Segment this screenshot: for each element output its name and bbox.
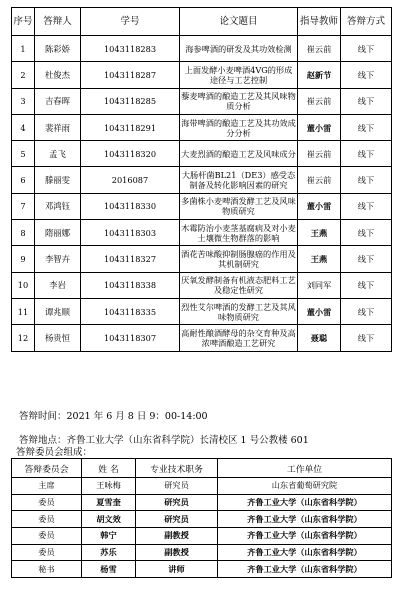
cell-name: 李智卉 [35,246,81,272]
cell-unit: 齐鲁工业大学（山东省科学院） [218,561,392,578]
cell-mode: 线下 [341,298,392,324]
cell-mode: 线下 [341,36,392,62]
defense-place: 答辩地点：齐鲁工业大学（山东省科学院）长清校区 1 号公教楼 601 [19,435,309,446]
cell-name: 杨贵恒 [35,325,81,351]
cell-student-id: 1043118338 [81,272,180,298]
cell-position: 讲师 [136,561,218,578]
cell-advisor: 赵新节 [298,62,341,88]
cell-thesis-title: 藜麦啤酒的酿造工艺及其风味物质分析 [180,88,298,114]
header-unit: 工作单位 [218,459,392,478]
cell-name: 谭兆顺 [35,298,81,324]
table-row [12,272,392,298]
header-mode: 答辩方式 [341,8,392,36]
cell-thesis-title: 海带啤酒的酿造工艺及其功效成分分析 [180,114,298,140]
defense-time: 答辩时间：2021 年 6 月 8 日 9：00-14:00 [19,411,208,422]
cell-member-name: 夏雪奎 [82,494,136,511]
table-row [12,62,392,88]
cell-advisor: 聂聪 [298,325,341,351]
cell-member-name: 苏乐 [82,544,136,561]
table-row [12,220,392,246]
cell-mode: 线下 [341,325,392,351]
cell-name: 杜俊杰 [35,62,81,88]
table-row [12,561,392,578]
cell-no: 10 [12,272,35,298]
committee-body [12,478,392,578]
cell-position: 研究员 [136,478,218,495]
cell-no: 7 [12,193,35,219]
cell-member-name: 韩宁 [82,528,136,545]
table-row [12,511,392,528]
cell-name: 隋丽娜 [35,220,81,246]
cell-thesis-title: 厌氧发酵制备有机液态肥料工艺及稳定性研究 [180,272,298,298]
cell-student-id: 1043118307 [81,325,180,351]
table-row [12,88,392,114]
cell-mode: 线下 [341,167,392,193]
table-row [12,246,392,272]
cell-no: 12 [12,325,35,351]
cell-role: 委员 [12,511,82,528]
cell-thesis-title: 上面发酵小麦啤酒4VG的形成途径与工艺控制 [180,62,298,88]
cell-name: 李岩 [35,272,81,298]
cell-advisor: 刘同军 [298,272,341,298]
cell-thesis-title: 烈性艾尔啤酒的发酵工艺及其风味物质研究 [180,298,298,324]
header-role: 答辩委员会 [12,459,82,478]
cell-mode: 线下 [341,220,392,246]
cell-student-id: 1043118291 [81,114,180,140]
cell-unit: 山东省葡萄研究院 [218,478,392,495]
cell-position: 副教授 [136,544,218,561]
header-no: 序号 [12,8,35,36]
table-row [12,478,392,495]
cell-member-name: 胡文效 [82,511,136,528]
students-header-row [12,8,392,36]
cell-role: 委员 [12,494,82,511]
cell-mode: 线下 [341,88,392,114]
cell-unit: 齐鲁工业大学（山东省科学院） [218,511,392,528]
cell-no: 9 [12,246,35,272]
cell-no: 6 [12,167,35,193]
cell-mode: 线下 [341,141,392,167]
header-title: 论文题目 [180,8,298,36]
cell-role: 秘书 [12,561,82,578]
cell-role: 委员 [12,528,82,545]
cell-thesis-title: 酒花苦味酸抑制肠腺癌的作用及其机制研究 [180,246,298,272]
cell-no: 1 [12,36,35,62]
header-advisor: 指导教师 [298,8,341,36]
cell-advisor: 崔云前 [298,167,341,193]
cell-no: 5 [12,141,35,167]
header-member-name: 姓 名 [82,459,136,478]
cell-student-id: 1043118320 [81,141,180,167]
cell-advisor: 崔云前 [298,36,341,62]
cell-name: 邓鸿钰 [35,193,81,219]
cell-thesis-title: 大肠杆菌BL21（DE3）感受态制备及转化影响因素的研究 [180,167,298,193]
cell-mode: 线下 [341,193,392,219]
table-row [12,494,392,511]
cell-position: 副教授 [136,528,218,545]
cell-no: 11 [12,298,35,324]
cell-advisor: 董小雷 [298,193,341,219]
table-row [12,325,392,351]
cell-student-id: 1043118285 [81,88,180,114]
cell-no: 8 [12,220,35,246]
cell-no: 4 [12,114,35,140]
cell-mode: 线下 [341,272,392,298]
cell-unit: 齐鲁工业大学（山东省科学院） [218,544,392,561]
cell-advisor: 王燕 [298,246,341,272]
cell-no: 3 [12,88,35,114]
table-row [12,141,392,167]
students-table [11,7,392,352]
cell-mode: 线下 [341,246,392,272]
cell-name: 吉春晖 [35,88,81,114]
cell-name: 裴祥雨 [35,114,81,140]
cell-advisor: 崔云前 [298,88,341,114]
cell-role: 委员 [12,544,82,561]
cell-thesis-title: 大麦烈酒的酿造工艺及风味成分 [180,141,298,167]
cell-student-id: 1043118327 [81,246,180,272]
cell-student-id: 1043118335 [81,298,180,324]
cell-student-id: 2016087 [81,167,180,193]
cell-mode: 线下 [341,62,392,88]
cell-unit: 齐鲁工业大学（山东省科学院） [218,528,392,545]
table-row [12,544,392,561]
cell-name: 滕丽雯 [35,167,81,193]
cell-thesis-title: 木霉防治小麦茎基腐病及对小麦土壤微生物群落的影响 [180,220,298,246]
cell-student-id: 1043118330 [81,193,180,219]
table-row [12,298,392,324]
cell-no: 2 [12,62,35,88]
cell-role: 主席 [12,478,82,495]
cell-position: 研究员 [136,511,218,528]
cell-name: 孟飞 [35,141,81,167]
cell-name: 陈彩娇 [35,36,81,62]
cell-thesis-title: 多菌株小麦啤酒发酵工艺及风味物质研究 [180,193,298,219]
cell-position: 研究员 [136,494,218,511]
students-body [12,36,392,352]
cell-member-name: 杨雪 [82,561,136,578]
cell-advisor: 董小雷 [298,298,341,324]
cell-advisor: 董小雷 [298,114,341,140]
header-name: 答辩人 [35,8,81,36]
header-position: 专业技术职务 [136,459,218,478]
cell-student-id: 1043118283 [81,36,180,62]
cell-student-id: 1043118303 [81,220,180,246]
cell-advisor: 崔云前 [298,141,341,167]
cell-thesis-title: 海参啤酒的研发及其功效检测 [180,36,298,62]
cell-mode: 线下 [341,114,392,140]
table-row [12,114,392,140]
table-row [12,193,392,219]
header-id: 学号 [81,8,180,36]
committee-table [11,458,392,578]
cell-advisor: 王燕 [298,220,341,246]
cell-unit: 齐鲁工业大学（山东省科学院） [218,494,392,511]
cell-member-name: 王咏梅 [82,478,136,495]
committee-header-row [12,459,392,478]
table-row [12,36,392,62]
table-row [12,167,392,193]
committee-heading: 答辩委员会组成： [16,447,93,458]
table-row [12,528,392,545]
cell-student-id: 1043118287 [81,62,180,88]
cell-thesis-title: 高耐性酿酒酵母的杂交育种及高浓啤酒酿造工艺研究 [180,325,298,351]
